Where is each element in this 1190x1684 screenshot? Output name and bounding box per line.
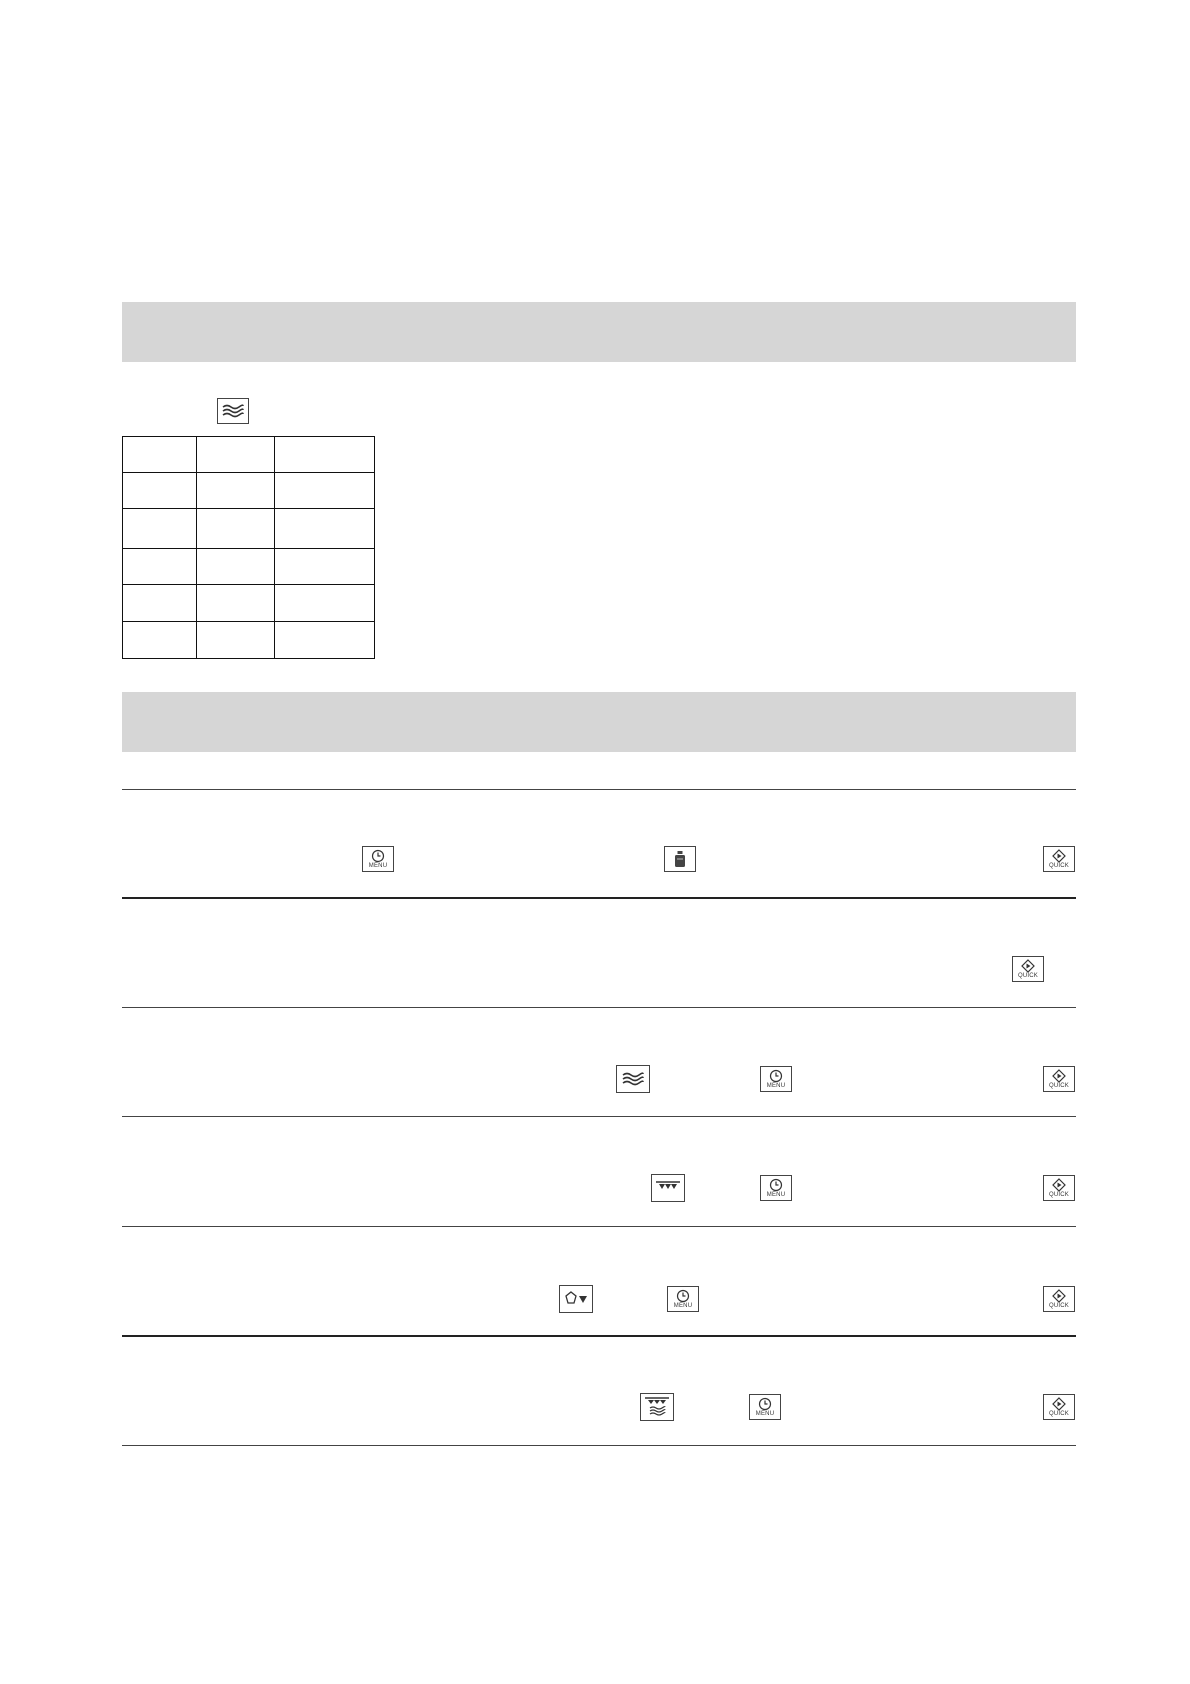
quick-start-button[interactable]	[1012, 956, 1044, 982]
combi-grill-icon	[644, 1396, 670, 1418]
menu-clock-button[interactable]	[667, 1286, 699, 1312]
section-header-band	[122, 302, 1076, 362]
defrost-icon	[562, 1290, 590, 1308]
weight-icon	[673, 849, 687, 869]
table-cell	[275, 622, 375, 659]
table-row	[123, 622, 375, 659]
menu-clock-button[interactable]	[749, 1394, 781, 1420]
power-level-table	[122, 436, 375, 659]
row-divider	[122, 1226, 1076, 1227]
row-divider	[122, 1335, 1076, 1337]
quick-start-icon	[1052, 1397, 1066, 1411]
quick-caption: QUICK	[1017, 973, 1038, 979]
table-cell	[197, 473, 275, 509]
quick-start-button[interactable]	[1043, 1175, 1075, 1201]
microwave-button[interactable]	[217, 398, 249, 424]
table-row	[123, 549, 375, 585]
table-cell	[275, 549, 375, 585]
quick-caption: QUICK	[1048, 1411, 1069, 1417]
table-cell	[197, 509, 275, 549]
quick-start-button[interactable]	[1043, 846, 1075, 872]
quick-caption: QUICK	[1048, 1083, 1069, 1089]
table-cell	[197, 549, 275, 585]
quick-start-icon	[1052, 1289, 1066, 1303]
row-divider	[122, 897, 1076, 899]
row-divider	[122, 789, 1076, 790]
menu-caption: MENU	[766, 1083, 786, 1089]
menu-clock-icon	[676, 1289, 690, 1303]
section-header-band	[122, 692, 1076, 752]
row-divider	[122, 1007, 1076, 1008]
table-cell	[275, 473, 375, 509]
quick-start-button[interactable]	[1043, 1394, 1075, 1420]
microwave-waves-icon	[621, 1070, 645, 1088]
quick-start-button[interactable]	[1043, 1286, 1075, 1312]
quick-start-icon	[1021, 959, 1035, 973]
table-cell	[123, 437, 197, 473]
table-cell	[123, 509, 197, 549]
table-row	[123, 437, 375, 473]
microwave-waves-icon	[221, 402, 245, 420]
quick-caption: QUICK	[1048, 863, 1069, 869]
menu-caption: MENU	[673, 1303, 693, 1309]
combi-grill-button[interactable]	[640, 1393, 674, 1421]
table-cell	[275, 437, 375, 473]
quick-caption: QUICK	[1048, 1303, 1069, 1309]
menu-caption: MENU	[368, 863, 388, 869]
table-cell	[197, 622, 275, 659]
table-cell	[197, 437, 275, 473]
table-cell	[275, 509, 375, 549]
quick-caption: QUICK	[1048, 1192, 1069, 1198]
table-row	[123, 509, 375, 549]
quick-start-icon	[1052, 1178, 1066, 1192]
table-row	[123, 585, 375, 622]
menu-clock-button[interactable]	[760, 1175, 792, 1201]
table-cell	[123, 473, 197, 509]
table-cell	[123, 585, 197, 622]
menu-clock-button[interactable]	[362, 846, 394, 872]
quick-start-icon	[1052, 1069, 1066, 1083]
defrost-button[interactable]	[559, 1285, 593, 1313]
quick-start-button[interactable]	[1043, 1066, 1075, 1092]
menu-caption: MENU	[766, 1192, 786, 1198]
table-cell	[197, 585, 275, 622]
menu-caption: MENU	[755, 1411, 775, 1417]
table-cell	[123, 549, 197, 585]
menu-clock-icon	[758, 1397, 772, 1411]
table-cell	[123, 622, 197, 659]
table-cell	[275, 585, 375, 622]
weight-button[interactable]	[664, 846, 696, 872]
menu-clock-icon	[769, 1178, 783, 1192]
menu-clock-button[interactable]	[760, 1066, 792, 1092]
menu-clock-icon	[769, 1069, 783, 1083]
table-row	[123, 473, 375, 509]
quick-start-icon	[1052, 849, 1066, 863]
grill-icon	[655, 1180, 681, 1196]
row-divider	[122, 1116, 1076, 1117]
row-divider	[122, 1445, 1076, 1446]
microwave-button[interactable]	[616, 1065, 650, 1093]
menu-clock-icon	[371, 849, 385, 863]
grill-button[interactable]	[651, 1174, 685, 1202]
